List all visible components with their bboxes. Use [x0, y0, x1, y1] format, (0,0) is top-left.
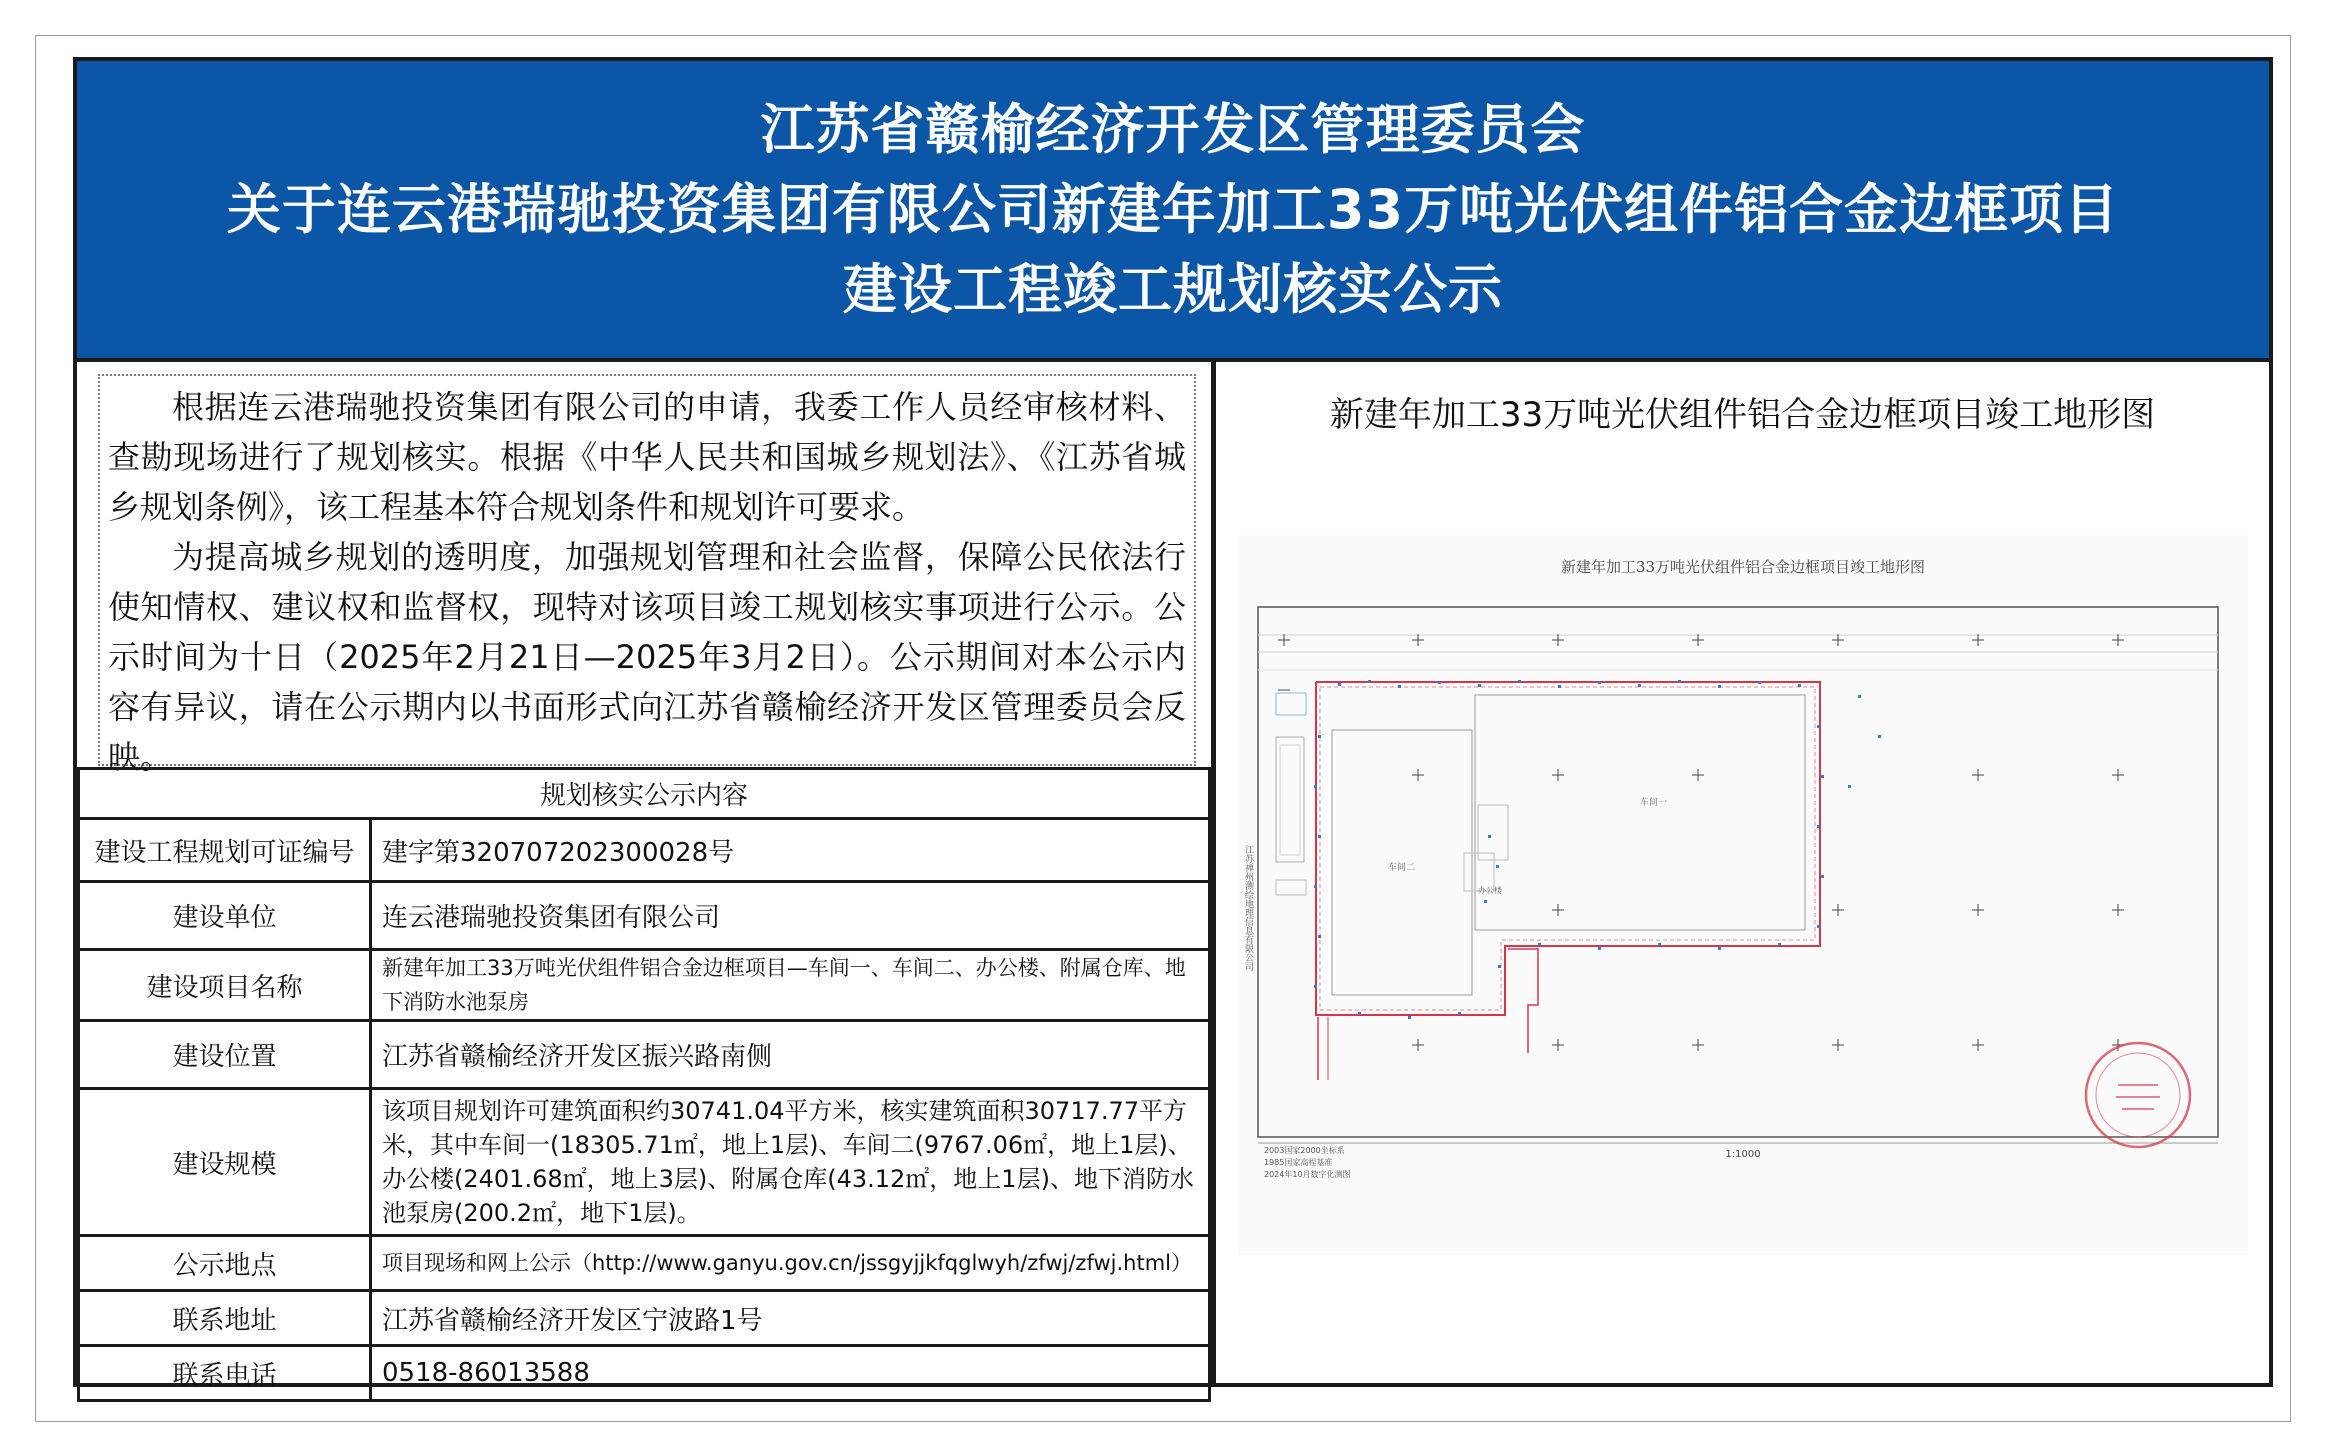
seal-mark-icon — [2116, 1085, 2160, 1109]
table-row — [79, 1346, 1210, 1401]
header-title-line2: 关于连云港瑞驰投资集团有限公司新建年加工33万吨光伏组件铝合金边框项目 — [226, 177, 2120, 241]
row-label-builder: 建设单位 — [79, 882, 371, 950]
header-banner — [77, 61, 2269, 358]
row-value-scale: 该项目规划许可建筑面积约30741.04平方米，核实建筑面积30717.77平方米，其中车间一(18305.71㎡，地上1层)、车间二(9767.06㎡，地上1层)、办公楼(2401.68㎡，地上3层)、附属仓库(43.12㎡，地上1层)、地下消防水池泵房(200.2㎡，地下1层)。 — [371, 1089, 1210, 1236]
row-value-address: 江苏省赣榆经济开发区宁波路1号 — [371, 1291, 1210, 1346]
row-value-publish-place: 项目现场和网上公示（http://www.ganyu.gov.cn/jssgyjjkfqglwyh/zfwj/zfwj.html） — [371, 1236, 1210, 1291]
notice-paragraph-2: 为提高城乡规划的透明度，加强规划管理和社会监督，保障公民依法行使知情权、建议权和监督权，现特对该项目竣工规划核实事项进行公示。公示时间为十日（2025年2月21日—2025年3月2日）。公示期间对本公示内容有异议，请在公示期内以书面形式向江苏省赣榆经济开发区管理委员会反映。 — [108, 538, 1186, 776]
boundary-extension — [1508, 949, 1538, 1053]
table-heading: 规划核实公示内容 — [79, 769, 1210, 819]
office-outline — [1478, 805, 1508, 860]
row-label-address: 联系地址 — [79, 1291, 371, 1346]
column-divider — [1211, 362, 1216, 1383]
row-value-phone: 0518-86013588 — [371, 1346, 1210, 1401]
map-note-2: 1985国家高程基准 — [1264, 1158, 1333, 1167]
row-value-location: 江苏省赣榆经济开发区振兴路南侧 — [371, 1021, 1210, 1089]
row-value-permit-no: 建字第320707202300028号 — [371, 819, 1210, 882]
row-label-phone: 联系电话 — [79, 1346, 371, 1401]
header-title-line3: 建设工程竣工规划核实公示 — [843, 257, 1503, 321]
grid-crosses — [1278, 634, 2124, 1051]
label-workshop-2: 车间二 — [1388, 863, 1416, 873]
label-workshop-1: 车间一 — [1640, 798, 1668, 808]
map-note-3: 2024年10月数字化测图 — [1264, 1170, 1351, 1179]
row-label-publish-place: 公示地点 — [79, 1236, 371, 1291]
table-row — [79, 1236, 1210, 1291]
header-divider — [77, 358, 2269, 362]
verification-table-wrap — [77, 767, 1211, 1391]
row-label-location: 建设位置 — [79, 1021, 371, 1089]
row-value-project-name: 新建年加工33万吨光伏组件铝合金边框项目—车间一、车间二、办公楼、附属仓库、地下消防水池泵房 — [371, 950, 1210, 1021]
topographic-map — [1238, 535, 2248, 1255]
table-row — [79, 1089, 1210, 1236]
verification-table — [77, 767, 1211, 1402]
notice-text-box — [98, 374, 1196, 776]
row-label-project-name: 建设项目名称 — [79, 950, 371, 1021]
notice-paragraph-1: 根据连云港瑞驰投资集团有限公司的申请，我委工作人员经审核材料、查勘现场进行了规划核实。根据《中华人民共和国城乡规划法》、《江苏省城乡规划条例》，该工程基本符合规划条件和规划许可要求。 — [108, 388, 1186, 526]
table-row — [79, 1021, 1210, 1089]
external-building-inner — [1280, 745, 1300, 855]
table-row — [79, 950, 1210, 1021]
workshop-1-outline — [1475, 695, 1805, 930]
label-office: 办公楼 — [1478, 886, 1502, 895]
site-boundary — [1316, 682, 1820, 1015]
external-structure — [1276, 880, 1306, 895]
table-heading-row — [79, 769, 1210, 819]
map-surveyor: 江苏禅州测绘地理信息有限公司 — [1243, 845, 1253, 971]
external-structure — [1276, 693, 1306, 715]
header-title-line1: 江苏省赣榆经济开发区管理委员会 — [760, 97, 1586, 161]
site-boundary-inner — [1320, 687, 1815, 1010]
table-row — [79, 1291, 1210, 1346]
table-row — [79, 819, 1210, 882]
row-label-scale: 建设规模 — [79, 1089, 371, 1236]
company-seal-icon — [2086, 1043, 2190, 1147]
table-row — [79, 882, 1210, 950]
map-scale: 1:1000 — [1725, 1149, 1761, 1160]
map-note-1: 2003国家2000坐标系 — [1264, 1146, 1345, 1155]
map-title: 新建年加工33万吨光伏组件铝合金边框项目竣工地形图 — [1329, 395, 2156, 435]
map-drawing — [1238, 535, 2248, 1255]
map-inner-title: 新建年加工33万吨光伏组件铝合金边框项目竣工地形图 — [1560, 558, 1926, 576]
survey-points — [1314, 680, 1881, 1019]
row-label-permit-no: 建设工程规划可证编号 — [79, 819, 371, 882]
row-value-builder: 连云港瑞驰投资集团有限公司 — [371, 882, 1210, 950]
company-seal-inner-icon — [2096, 1053, 2180, 1137]
